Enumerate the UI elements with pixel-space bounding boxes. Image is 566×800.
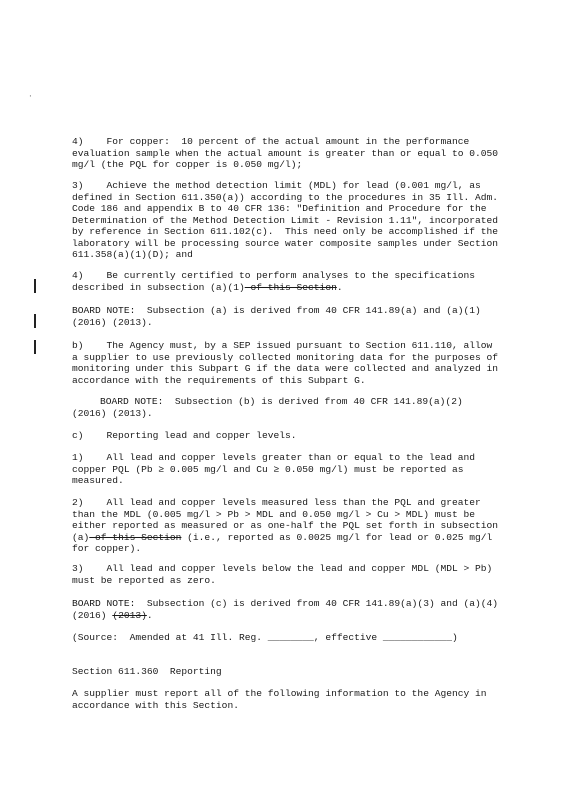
certification-end: . — [336, 281, 343, 293]
paragraph-certification — [72, 270, 502, 293]
struck-text: (2013) — [112, 609, 147, 621]
paragraph-copper-evaluation: 4) For copper: 10 percent of the actual amount in the performance evaluation sample when the actual amount is greater than or equal to 0.050 mg/l (the PQL for copper is 0.050 mg/l); — [72, 136, 504, 170]
revision-bar — [34, 314, 36, 328]
note-c-text: BOARD NOTE: Subsection (c) is derived from 40 CFR 141.89(a)(3) and (a)(4) (2016) — [72, 598, 504, 621]
paragraph-levels-above-pql: 1) All lead and copper levels greater than or equal to the lead and copper PQL (Pb ≥ 0.005 mg/l and Cu ≥ 0.050 mg/l) must be reported as measured. — [72, 452, 481, 486]
between-end: (i.e., reported as 0.0025 mg/l for lead or 0.025 mg/l for copper). — [72, 531, 499, 554]
struck-text: of this Section — [89, 531, 182, 543]
paragraph-levels-below-mdl: 3) All lead and copper levels below the lead and copper MDL (MDL > Pb) must be reported as zero. — [72, 563, 499, 586]
paragraph-reporting-intro: A supplier must report all of the following information to the Agency in accordance with this Section. — [72, 688, 493, 711]
struck-text: of this Section — [244, 281, 337, 293]
certification-text: 4) Be currently certified to perform analyses to the specifications described in subsection (a)(1) — [72, 270, 481, 293]
revision-bar — [34, 279, 36, 293]
board-note-a: BOARD NOTE: Subsection (a) is derived from 40 CFR 141.89(a) and (a)(1) (2016) (2013). — [72, 305, 487, 328]
paragraph-levels-between — [72, 497, 502, 555]
between-text: 2) All lead and copper levels measured less than the PQL and greater than the MDL (0.005 mg/l > Pb > MDL and 0.050 mg/l > Cu > MDL) must be either reported as measured or as one-half the PQL set forth in subsection (a) — [72, 497, 504, 543]
paragraph-reporting-heading: c) Reporting lead and copper levels. — [72, 430, 297, 441]
section-heading: Section 611.360 Reporting — [72, 666, 222, 677]
board-note-c — [72, 598, 502, 621]
source-note: (Source: Amended at 41 Ill. Reg. ________, effective ____________) — [72, 632, 458, 643]
revision-bar — [34, 340, 36, 354]
board-note-b: BOARD NOTE: Subsection (b) is derived from 40 CFR 141.89(a)(2) (2016) (2013). — [72, 396, 469, 419]
paragraph-method-detection-limit: 3) Achieve the method detection limit (MDL) for lead (0.001 mg/l, as defined in Section 611.350(a)) according to the procedures in 35 Ill. Adm. Code 186 and appendix B to 40 CFR 136: "Definition and Procedure for the Determination of the Method Detection Limit - Revision 1.11", incorporated by reference in Section 611.102(c). This need only be accomplished if the laboratory will be processing source water composite samples under Section 611.358(a)(1)(D); and — [72, 180, 504, 260]
scan-mark: · — [28, 92, 33, 101]
paragraph-previous-data: b) The Agency must, by a SEP issued pursuant to Section 611.110, allow a supplier to use previously collected monitoring data for the purposes of monitoring under this Subpart G if the data were collected and analyzed in accordance with the requirements of this Subpart G. — [72, 340, 504, 386]
note-c-end: . — [146, 609, 153, 621]
